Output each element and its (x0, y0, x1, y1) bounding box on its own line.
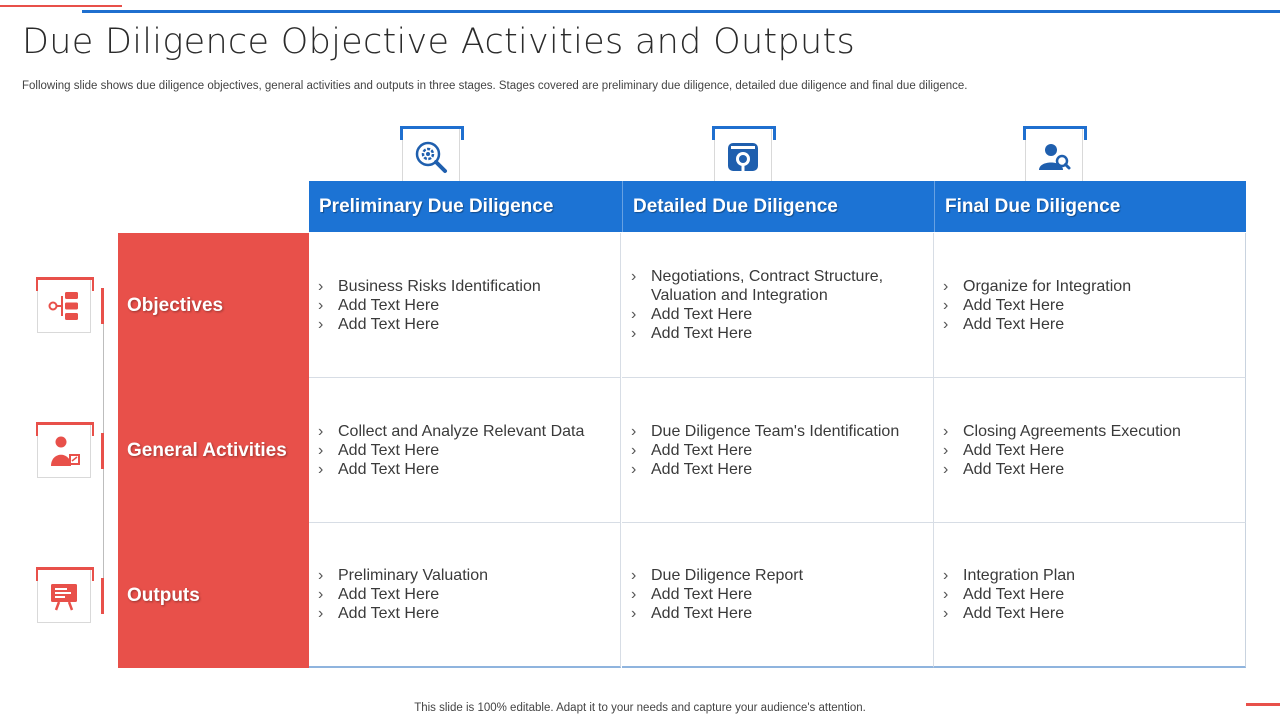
list-item: › Add Text Here (318, 605, 440, 622)
cell-objectives-detailed (622, 233, 934, 378)
column-header-preliminary: Preliminary Due Diligence (309, 181, 622, 232)
bottom-accent-red-line (1246, 703, 1280, 706)
cell-outputs-final (934, 523, 1246, 668)
preliminary-icon-box (402, 128, 460, 186)
activities-icon-box (37, 424, 91, 478)
list-item: › Add Text Here (318, 586, 440, 603)
list-item: › Due Diligence Team's Identification (631, 422, 900, 440)
cell-outputs-preliminary (309, 523, 621, 668)
row-label-outputs: Outputs (118, 523, 309, 668)
checklist-flow-icon (46, 288, 82, 324)
column-header-final: Final Due Diligence (934, 181, 1246, 232)
list-item: › Add Text Here (943, 586, 1065, 603)
cell-activities-final (934, 378, 1246, 523)
list-item: › Add Text Here (943, 296, 1065, 314)
list-item: › Organize for Integration (943, 277, 1132, 295)
list-item: › Closing Agreements Execution (943, 422, 1181, 440)
user-search-icon (1036, 139, 1072, 175)
list-item: › Integration Plan (943, 567, 1076, 584)
list-item: › Add Text Here (943, 605, 1065, 622)
list-item: › Add Text Here (631, 441, 753, 459)
cell-objectives-final (934, 233, 1246, 378)
document-search-icon (725, 139, 761, 175)
list-item: › Add Text Here (943, 441, 1065, 459)
list-item: › Add Text Here (631, 460, 753, 478)
list-item: › Add Text Here (318, 296, 440, 314)
objectives-icon-box (37, 279, 91, 333)
side-tick (101, 288, 104, 324)
list-item: › Add Text Here (943, 460, 1065, 478)
page-title: Due Diligence Objective Activities and Outputs (22, 22, 856, 62)
cell-objectives-preliminary (309, 233, 621, 378)
top-accent-red-line (0, 5, 122, 7)
cell-outputs-detailed (622, 523, 934, 668)
outputs-icon-box (37, 569, 91, 623)
presentation-board-icon (46, 578, 82, 614)
list-item: › Business Risks Identification (318, 277, 541, 295)
list-item: › Add Text Here (631, 325, 753, 342)
person-analysis-icon (46, 433, 82, 469)
list-item: › Preliminary Valuation (318, 567, 488, 584)
list-item: › Negotiations, Contract Structure, Valuation and Integration (631, 268, 884, 304)
gear-magnifier-icon (413, 139, 449, 175)
list-item: › Add Text Here (318, 441, 440, 459)
column-header-detailed: Detailed Due Diligence (622, 181, 934, 232)
list-item: › Due Diligence Report (631, 567, 804, 584)
footer-note: This slide is 100% editable. Adapt it to your needs and capture your audience's attention. (414, 702, 866, 714)
final-icon-box (1025, 128, 1083, 186)
side-tick (101, 433, 104, 469)
row-label-general-activities: General Activities (118, 378, 309, 523)
list-item: › Add Text Here (631, 306, 753, 323)
list-item: › Add Text Here (318, 460, 440, 478)
page-subtitle: Following slide shows due diligence objectives, general activities and outputs in three stages. Stages covered are preliminary due diligence, detailed due diligence and final due diligence. (22, 80, 968, 92)
side-tick (101, 578, 104, 614)
cell-activities-detailed (622, 378, 934, 523)
cell-activities-preliminary (309, 378, 621, 523)
list-item: › Add Text Here (318, 315, 440, 333)
list-item: › Add Text Here (631, 605, 753, 622)
top-accent-blue-line (82, 10, 1280, 13)
row-label-objectives: Objectives (118, 233, 309, 378)
detailed-icon-box (714, 128, 772, 186)
list-item: › Add Text Here (631, 586, 753, 603)
list-item: › Collect and Analyze Relevant Data (318, 422, 585, 440)
list-item: › Add Text Here (943, 315, 1065, 333)
